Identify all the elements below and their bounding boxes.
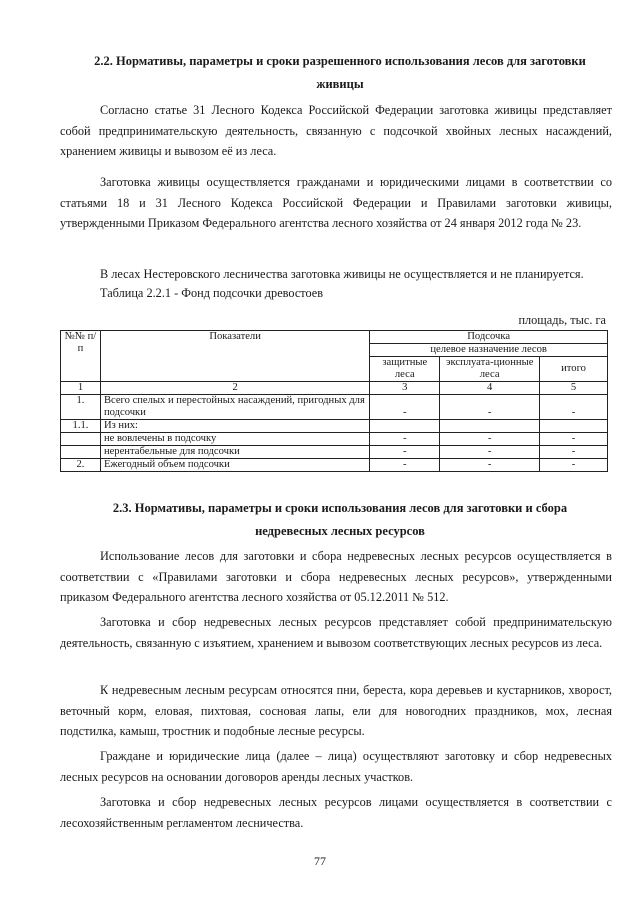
- table-row: [61, 459, 608, 472]
- section-heading-line: 2.3. Нормативы, параметры и сроки использования лесов для заготовки и сбора: [112, 501, 568, 515]
- paragraph: Заготовка и сбор недревесных лесных ресурсов представляет собой предпринимательскую деятельность, связанную с изъятием, хранением и вывозом соответствующих лесных ресурсов из леса.: [60, 615, 612, 650]
- header-subgroup: целевое назначение лесов: [370, 344, 608, 357]
- row-total: -: [540, 446, 608, 459]
- row-exploit: [440, 420, 540, 433]
- column-number: 2: [100, 382, 369, 395]
- section-heading-line: живицы: [316, 77, 364, 91]
- row-label: Всего спелых и перестойных насаждений, пригодных для подсочки: [100, 395, 369, 420]
- row-total: -: [540, 395, 608, 420]
- table-unit: площадь, тыс. га: [518, 313, 606, 327]
- row-num: 2.: [61, 459, 101, 472]
- column-number-row: [61, 382, 608, 395]
- row-exploit: -: [440, 433, 540, 446]
- row-num: 1.1.: [61, 420, 101, 433]
- row-label: не вовлечены в подсочку: [100, 433, 369, 446]
- row-exploit: -: [440, 459, 540, 472]
- row-total: -: [540, 433, 608, 446]
- header-num: №№ п/п: [61, 331, 101, 382]
- table-caption: Таблица 2.2.1 - Фонд подсочки древостоев: [100, 286, 324, 300]
- row-num: [61, 433, 101, 446]
- section-heading-line: недревесных лесных ресурсов: [255, 524, 425, 538]
- section-heading-2-2: [60, 50, 620, 96]
- header-protective: защитные леса: [370, 357, 440, 382]
- row-protective: -: [370, 446, 440, 459]
- row-protective: -: [370, 395, 440, 420]
- row-exploit: -: [440, 446, 540, 459]
- row-label: Из них:: [100, 420, 369, 433]
- column-number: 3: [370, 382, 440, 395]
- paragraph: Заготовка живицы осуществляется гражданами и юридическими лицами в соответствии со статьями 18 и 31 Лесного Кодекса Российской Федерации и Правилами заготовки живицы, утвержденными Приказом Федерального агентства лесного хозяйства от 24 января 2012 года № 23.: [60, 175, 612, 230]
- table-row: [61, 446, 608, 459]
- row-protective: [370, 420, 440, 433]
- table-row: [61, 420, 608, 433]
- paragraph: К недревесным лесным ресурсам относятся пни, береста, кора деревьев и кустарников, хворост, веточный корм, еловая, пихтовая, сосновая лапы, ели для новогодних праздников, мох, лесная подстилка, камыш, тростник и подобные лесные ресурсы.: [60, 683, 612, 738]
- fund-table: [60, 330, 608, 472]
- paragraph: Использование лесов для заготовки и сбора недревесных лесных ресурсов осуществляется в соответствии с «Правилами заготовки и сбора недревесных лесных ресурсов», утвержденными приказом Федерального агентства лесного хозяйства от 05.12.2011 № 512.: [60, 549, 612, 604]
- paragraph: В лесах Нестеровского лесничества заготовка живицы не осуществляется и не планируется.: [100, 267, 584, 281]
- paragraph: Согласно статье 31 Лесного Кодекса Российской Федерации заготовка живицы представляет собой предпринимательскую деятельность, связанную с подсочкой хвойных лесных насаждений, хранением живицы и вывозом её из леса.: [60, 103, 612, 158]
- header-total: итого: [540, 357, 608, 382]
- row-total: -: [540, 459, 608, 472]
- row-num: 1.: [61, 395, 101, 420]
- row-label: нерентабельные для подсочки: [100, 446, 369, 459]
- section-heading-line: 2.2. Нормативы, параметры и сроки разрешенного использования лесов для заготовки: [94, 54, 586, 68]
- paragraph: Граждане и юридические лица (далее – лица) осуществляют заготовку и сбор недревесных лесных ресурсов на основании договоров аренды лесных участков.: [60, 749, 612, 784]
- row-exploit: -: [440, 395, 540, 420]
- row-protective: -: [370, 433, 440, 446]
- row-total: [540, 420, 608, 433]
- section-heading-2-3: [60, 497, 620, 543]
- page-number: 77: [314, 854, 326, 868]
- column-number: 5: [540, 382, 608, 395]
- row-num: [61, 446, 101, 459]
- row-label: Ежегодный объем подсочки: [100, 459, 369, 472]
- header-group: Подсочка: [370, 331, 608, 344]
- row-protective: -: [370, 459, 440, 472]
- header-indicators: Показатели: [100, 331, 369, 382]
- header-exploit: эксплуата-ционные леса: [440, 357, 540, 382]
- paragraph: Заготовка и сбор недревесных лесных ресурсов лицами осуществляется в соответствии с лесохозяйственным регламентом лесничества.: [60, 795, 612, 830]
- column-number: 4: [440, 382, 540, 395]
- column-number: 1: [61, 382, 101, 395]
- table-header-row: [61, 331, 608, 344]
- table-row: [61, 433, 608, 446]
- table-row: [61, 395, 608, 420]
